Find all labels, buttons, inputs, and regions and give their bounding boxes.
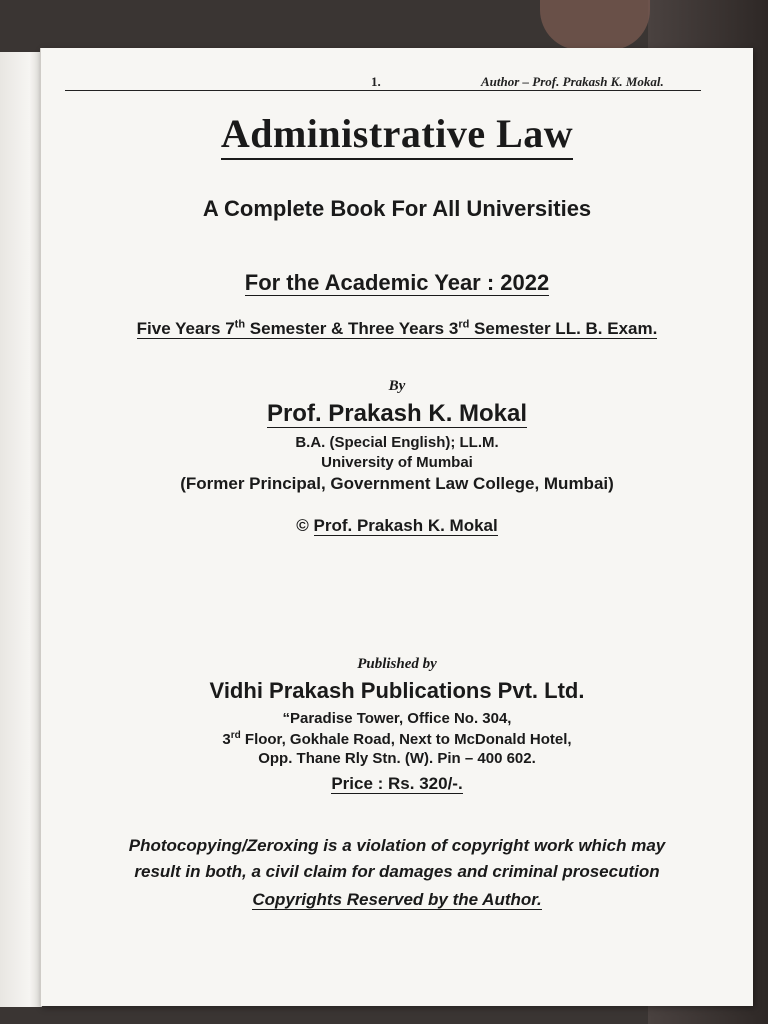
running-header-author: Author – Prof. Prakash K. Mokal. [481, 74, 664, 89]
copyright-symbol: © [296, 516, 314, 535]
holding-finger [540, 0, 650, 50]
publisher-address-line2: 3rd Floor, Gokhale Road, Next to McDonald Hotel, [222, 730, 572, 748]
by-label: By [388, 378, 406, 394]
author-name: Prof. Prakash K. Mokal [266, 400, 528, 427]
academic-year: For the Academic Year : 2022 [244, 270, 550, 295]
author-former-post: (Former Principal, Government Law College, Mumbai) [180, 474, 614, 493]
page-number: 1. [371, 74, 381, 89]
price: Price : Rs. 320/-. [331, 774, 463, 793]
publisher-address-line3: Opp. Thane Rly Stn. (W). Pin – 400 602. [258, 750, 536, 767]
copyright-holder: Prof. Prakash K. Mokal [313, 516, 498, 535]
publisher-name: Vidhi Prakash Publications Pvt. Ltd. [209, 678, 585, 703]
copyright-line [41, 516, 753, 536]
copyright-notice-line2: result in both, a civil claim for damages and criminal prosecution [134, 862, 660, 881]
book-title: Administrative Law [41, 110, 753, 157]
copyright-notice-line1: Photocopying/Zeroxing is a violation of copyright work which may [128, 836, 666, 855]
publisher-address-line1: “Paradise Tower, Office No. 304, [282, 710, 512, 727]
published-by-label: Published by [357, 656, 437, 672]
author-university: University of Mumbai [321, 454, 473, 471]
author-qualification: B.A. (Special English); LL.M. [295, 434, 499, 451]
header-rule [65, 90, 701, 91]
book-page [40, 48, 753, 1006]
previous-page-edge [0, 52, 42, 1007]
copyright-notice-line3: Copyrights Reserved by the Author. [252, 890, 542, 909]
book-subtitle: A Complete Book For All Universities [202, 196, 592, 221]
exam-description: Five Years 7th Semester & Three Years 3rd Semester LL. B. Exam. [136, 318, 658, 338]
